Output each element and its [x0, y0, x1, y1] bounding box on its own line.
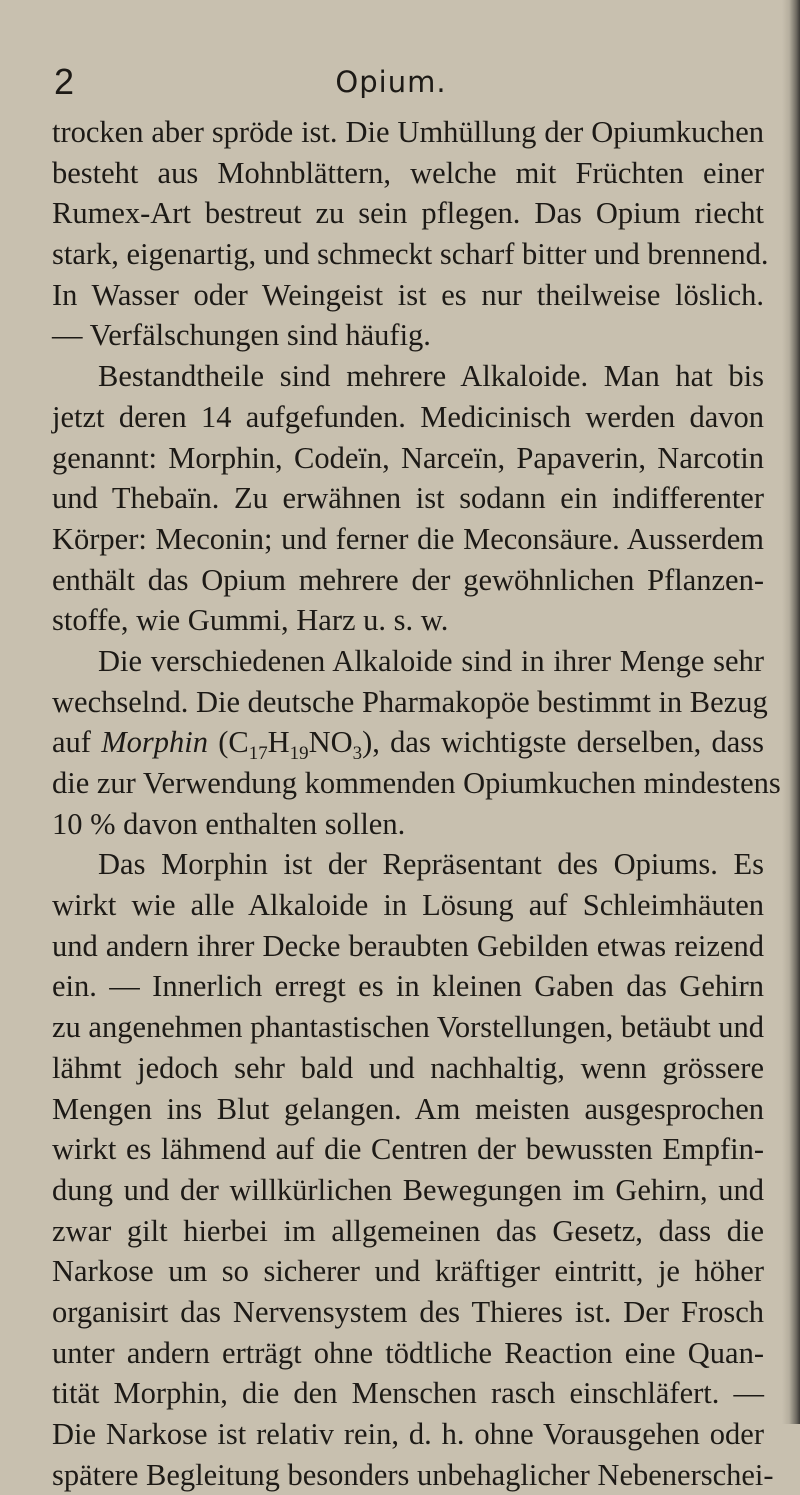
line-suffix: , das wichtigste derselben, dass: [372, 725, 764, 760]
text-line: spätere Begleitung besonders unbehaglicher Nebenerschei-: [52, 1457, 774, 1492]
text-line: zwar gilt hierbei im allgemeinen das Gesetz, dass die: [52, 1213, 764, 1248]
text-line: Bestandtheile sind mehrere Alkaloide. Man hat bis: [98, 359, 764, 394]
chemical-formula: $(C_{17}H_{19}NO_3)$: [218, 725, 373, 765]
text-line: lähmt jedoch sehr bald und nachhaltig, wenn grössere: [52, 1050, 764, 1085]
text-line: tität Morphin, die den Menschen rasch einschläfert. —: [52, 1376, 764, 1411]
page-edge-shadow: [782, 0, 800, 1424]
running-title: Opium.: [335, 65, 447, 99]
text-line: und andern ihrer Decke beraubten Gebilden etwas reizend: [52, 928, 764, 963]
text-line: Körper: Meconin; und ferner die Meconsäure. Ausserdem: [52, 521, 764, 556]
text-line: Rumex-Art bestreut zu sein pflegen. Das Opium riecht: [52, 196, 764, 231]
text-line: und Thebaïn. Zu erwähnen ist sodann ein indifferenter: [52, 481, 764, 516]
text-line: Mengen ins Blut gelangen. Am meisten ausgesprochen: [52, 1091, 764, 1126]
text-line: Das Morphin ist der Repräsentant des Opiums. Es: [98, 847, 764, 882]
page-number: 2: [54, 61, 75, 102]
text-line: — Verfälschungen sind häufig.: [52, 318, 431, 353]
text-line: In Wasser oder Weingeist ist es nur theilweise löslich.: [52, 277, 764, 312]
text-line: stoffe, wie Gummi, Harz u. s. w.: [52, 603, 449, 638]
morphin-italic: Morphin: [101, 725, 208, 760]
text-line: zu angenehmen phantastischen Vorstellungen, betäubt und: [52, 1010, 765, 1045]
line-prefix: auf: [52, 725, 91, 760]
body-text: [52, 112, 781, 1495]
text-line: wechselnd. Die deutsche Pharmakopöe bestimmt in Bezug: [52, 684, 768, 719]
text-line-formula: [52, 722, 764, 763]
text-line: Die Narkose ist relativ rein, d. h. ohne Vorausgehen oder: [52, 1417, 764, 1451]
text-line: jetzt deren 14 aufgefunden. Medicinisch werden davon: [52, 399, 764, 434]
text-line: trocken aber spröde ist. Die Umhüllung der Opiumkuchen: [52, 115, 764, 149]
page-header: [0, 62, 782, 102]
text-line: wirkt es lähmend auf die Centren der bewussten Empfin-: [52, 1132, 764, 1167]
text-line: wirkt wie alle Alkaloide in Lösung auf Schleimhäuten: [52, 888, 764, 923]
text-line: besteht aus Mohnblättern, welche mit Früchten einer: [52, 155, 764, 190]
text-line: genannt: Morphin, Codeïn, Narceïn, Papaverin, Narcotin: [52, 440, 764, 475]
text-line: ein. — Innerlich erregt es in kleinen Gaben das Gehirn: [52, 969, 764, 1004]
text-line: organisirt das Nervensystem des Thieres ist. Der Frosch: [52, 1294, 764, 1329]
text-line: stark, eigenartig, und schmeckt scharf bitter und brennend.: [52, 237, 769, 272]
text-line: Die verschiedenen Alkaloide sind in ihrer Menge sehr: [98, 643, 764, 678]
text-line: die zur Verwendung kommenden Opiumkuchen mindestens: [52, 766, 781, 800]
text-line: Narkose um so sicherer und kräftiger eintritt, je höher: [52, 1254, 764, 1289]
text-line: dung und der willkürlichen Bewegungen im Gehirn, und: [52, 1172, 764, 1207]
text-line: unter andern erträgt ohne tödtliche Reaction eine Quan-: [52, 1335, 764, 1370]
text-line: 10 % davon enthalten sollen.: [52, 806, 406, 841]
text-line: enthält das Opium mehrere der gewöhnlichen Pflanzen-: [52, 562, 764, 597]
